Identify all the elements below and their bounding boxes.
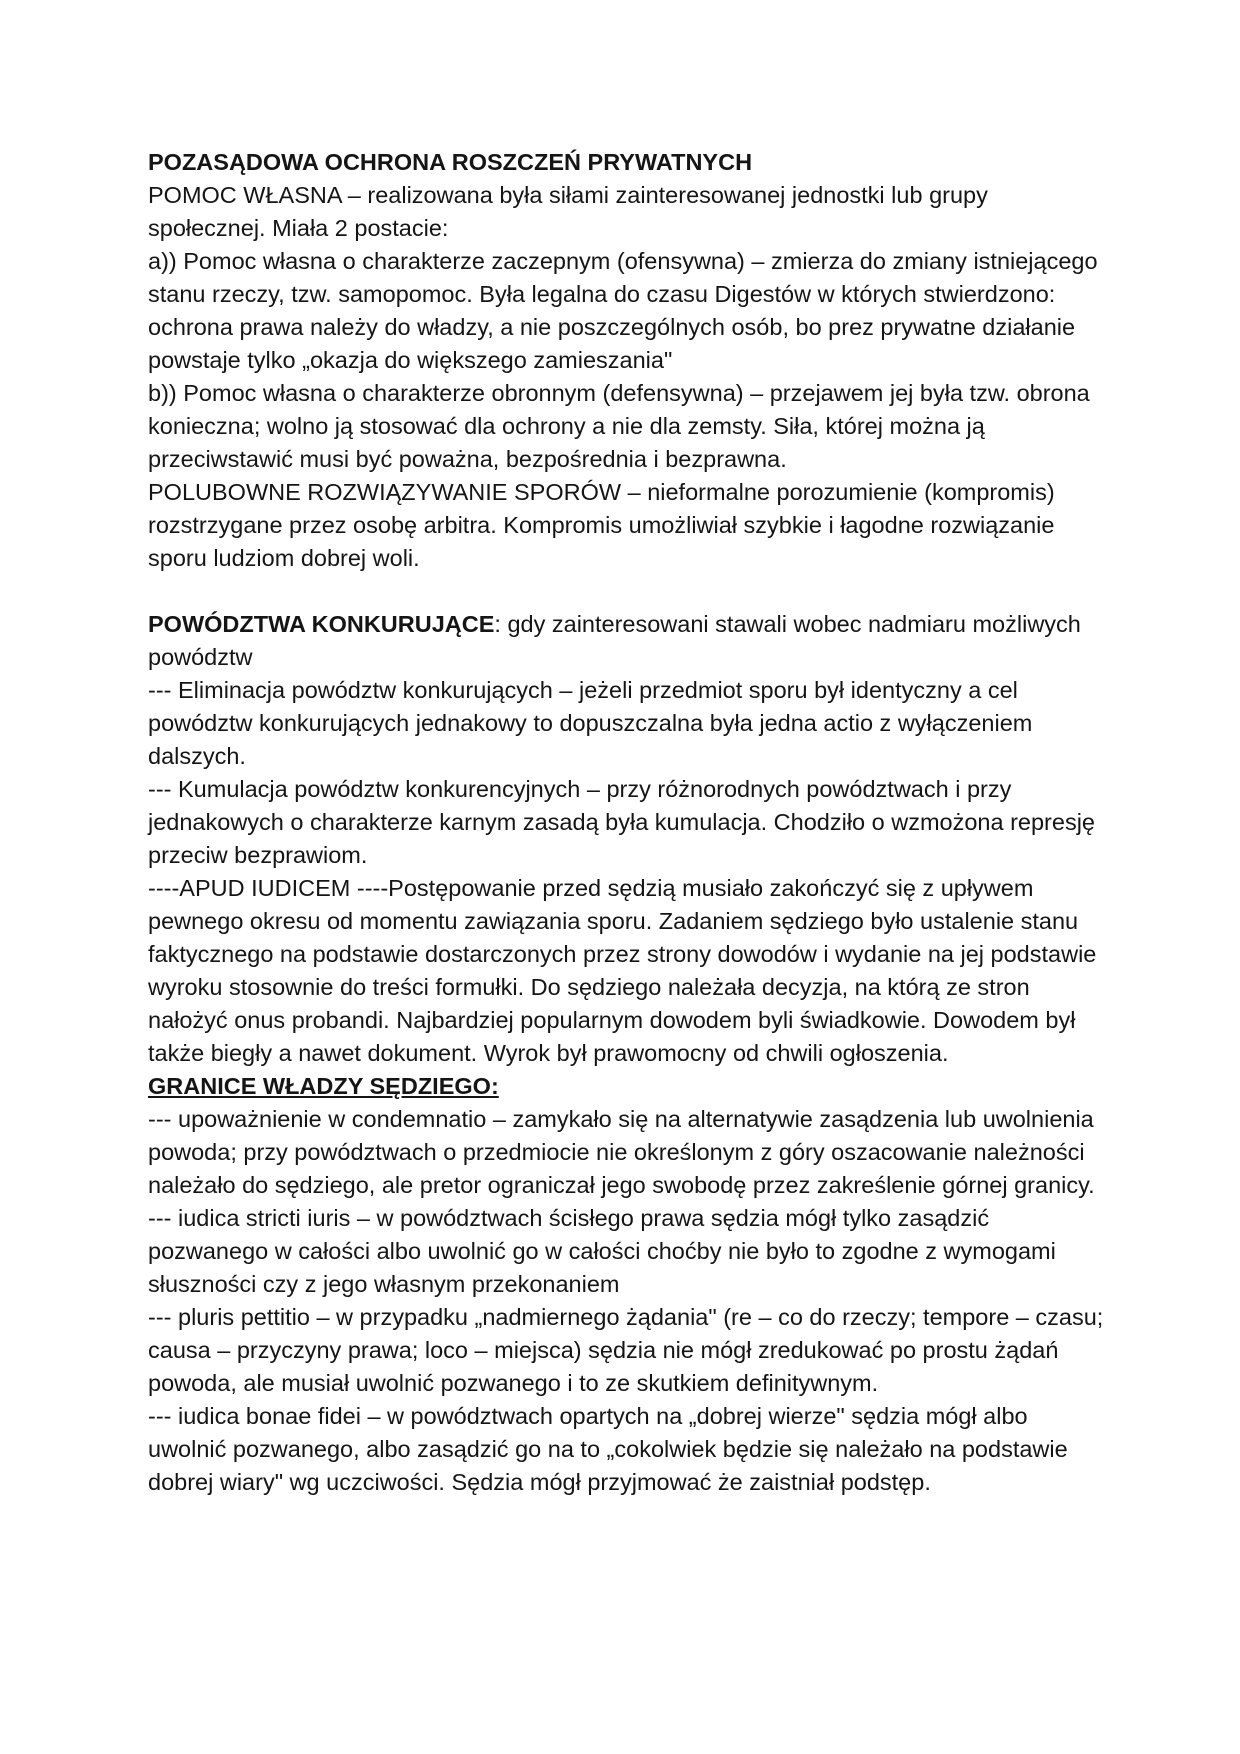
- paragraph-eliminacja: --- Eliminacja powództw konkurujących – jeżeli przedmiot sporu był identyczny a cel powództw konkurujących jednakowy to dopuszczalna była jedna actio z wyłączeniem dalszych.: [148, 677, 1033, 769]
- paragraph-bonae-fidei: --- iudica bonae fidei – w powództwach opartych na „dobrej wierze" sędzia mógł albo uwolnić pozwanego, albo zasądzić go na to „cokolwiek będzie się należało na podstawie dobrej wiary" wg uczciwości. Sędzia mógł przyjmować że zaistniał podstęp.: [148, 1403, 1068, 1495]
- paragraph-stricti-iuris: --- iudica stricti iuris – w powództwach ścisłego prawa sędzia mógł tylko zasądzić pozwanego w całości albo uwolnić go w całości choćby nie było to zgodne z wymogami słuszności czy z jego własnym przekonaniem: [148, 1205, 1056, 1297]
- paragraph-pomoc-zaczepna: a)) Pomoc własna o charakterze zaczepnym (ofensywna) – zmierza do zmiany istniejącego stanu rzeczy, tzw. samopomoc. Była legalna do czasu Digestów w których stwierdzono: ochrona prawa należy do władzy, a nie poszczególnych osób, bo prez prywatne działanie powstaje tylko „okazja do większego zamieszania": [148, 248, 1098, 373]
- paragraph-apud-iudicem: ----APUD IUDICEM ----Postępowanie przed sędzią musiało zakończyć się z upływem pewnego okresu od momentu zawiązania sporu. Zadaniem sędziego było ustalenie stanu faktycznego na podstawie dostarczonych przez strony dowodów i wydanie na jej podstawie wyroku stosownie do treści formułki. Do sędziego należała decyzja, na którą ze stron nałożyć onus probandi. Najbardziej popularnym dowodem byli świadkowie. Dowodem był także biegły a nawet dokument. Wyrok był prawomocny od chwili ogłoszenia.: [148, 875, 1097, 1066]
- section-heading-granice: GRANICE WŁADZY SĘDZIEGO:: [148, 1073, 499, 1099]
- paragraph-polubowne: POLUBOWNE ROZWIĄZYWANIE SPORÓW – nieformalne porozumienie (kompromis) rozstrzygane przez osobę arbitra. Kompromis umożliwiał szybkie i łagodne rozwiązanie sporu ludziom dobrej woli.: [148, 479, 1055, 571]
- paragraph-powodztwa-konkurujace: [148, 608, 1108, 674]
- section-heading-rest: : gdy zainteresowani stawali wobec nadmiaru możliwych powództw: [148, 611, 1081, 670]
- paragraph-condemnatio: --- upoważnienie w condemnatio – zamykało się na alternatywie zasądzenia lub uwolnienia powoda; przy powództwach o przedmiocie nie określonym z góry oszacowanie należności należało do sędziego, ale pretor ograniczał jego swobodę przez zakreślenie górnej granicy.: [148, 1106, 1095, 1198]
- section-heading-powodztwa: POWÓDZTWA KONKURUJĄCE: [148, 611, 495, 637]
- paragraph-kumulacja: --- Kumulacja powództw konkurencyjnych – przy różnorodnych powództwach i przy jednakowych o charakterze karnym zasadą była kumulacja. Chodziło o wzmożona represję przeciw bezprawiom.: [148, 776, 1095, 868]
- section-title: POZASĄDOWA OCHRONA ROSZCZEŃ PRYWATNYCH: [148, 149, 753, 175]
- blank-line: [148, 575, 1108, 608]
- paragraph-pluris-petitio: --- pluris pettitio – w przypadku „nadmiernego żądania" (re – co do rzeczy; tempore – czasu; causa – przyczyny prawa; loco – miejsca) sędzia nie mógł zredukować po prostu żądań powoda, ale musiał uwolnić pozwanego i to ze skutkiem definitywnym.: [148, 1304, 1104, 1396]
- paragraph-pomoc-wlasna: POMOC WŁASNA – realizowana była siłami zainteresowanej jednostki lub grupy społecznej. Miała 2 postacie:: [148, 182, 988, 241]
- document-body: [148, 146, 1108, 1499]
- paragraph-pomoc-obronna: b)) Pomoc własna o charakterze obronnym (defensywna) – przejawem jej była tzw. obrona konieczna; wolno ją stosować dla ochrony a nie dla zemsty. Siła, której można ją przeciwstawić musi być poważna, bezpośrednia i bezprawna.: [148, 380, 1090, 472]
